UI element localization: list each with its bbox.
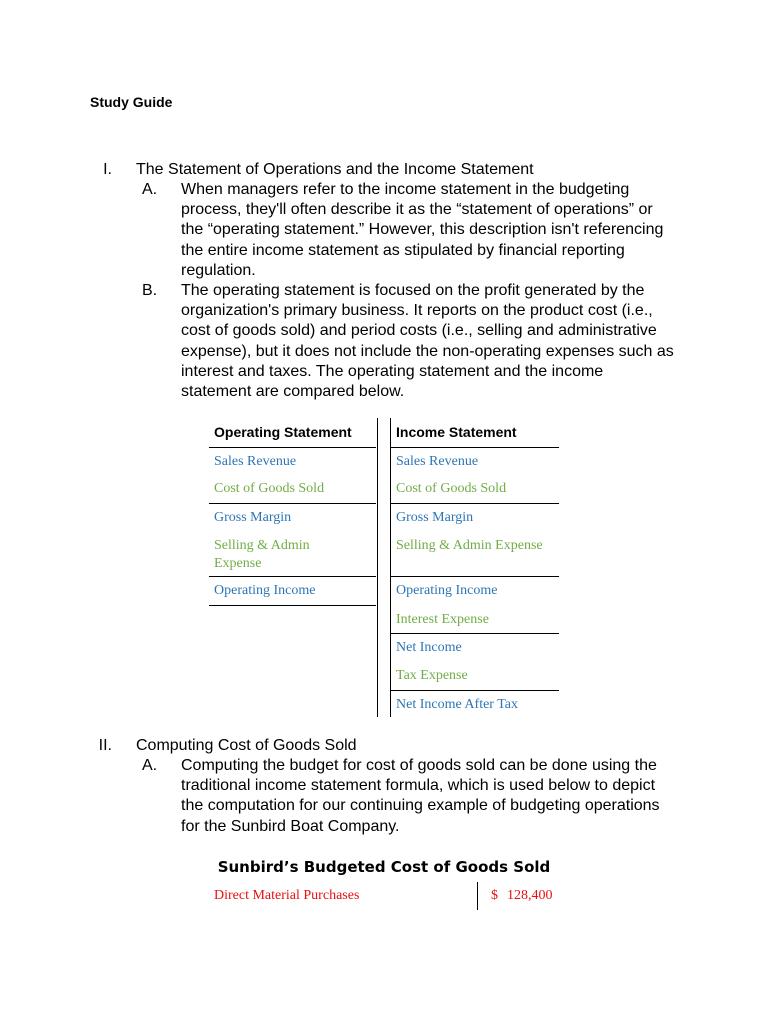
document-title: Study Guide [90, 94, 173, 110]
section-1-item-a-text: When managers refer to the income statement in the budgeting process, they'll often describe it as the “statement of operations” or the “operating statement.” However, this description isn't referencing the entire income statement as stipulated by financial reporting regulation. [181, 181, 664, 279]
income-row: Tax Expense [396, 668, 468, 683]
section-1-title: The Statement of Operations and the Income Statement [136, 161, 534, 178]
operating-row: Gross Margin [214, 510, 292, 525]
table-rule [209, 576, 376, 577]
income-row: Sales Revenue [396, 454, 479, 469]
operating-row: Operating Income [214, 583, 316, 598]
operating-statement-header: Operating Statement [214, 424, 352, 440]
table-rule [391, 447, 559, 448]
table-rule [391, 503, 559, 504]
table-rule [209, 447, 376, 448]
table-rule [391, 576, 559, 577]
section-1-item-b-letter: B. [142, 282, 158, 299]
income-row: Gross Margin [396, 510, 474, 525]
section-2-number: II. [98, 737, 112, 754]
operating-row: Sales Revenue [214, 454, 297, 469]
operating-row: Selling & Admin Expense [214, 538, 310, 571]
table-rule [391, 690, 559, 691]
income-row: Net Income [396, 640, 462, 655]
section-2-title: Computing Cost of Goods Sold [136, 737, 357, 754]
section-2-item-a-text: Computing the budget for cost of goods sold can be done using the traditional income statement formula, which is used below to depict the computation for our continuing example of budgeting operations for the Sunbird Boat Company. [181, 757, 660, 835]
income-statement-header: Income Statement [396, 424, 517, 440]
column-divider [377, 418, 378, 717]
income-row: Cost of Goods Sold [396, 481, 507, 496]
section-1-number: I. [103, 161, 112, 178]
table-rule [209, 503, 376, 504]
table-rule [209, 605, 376, 606]
column-divider [390, 418, 391, 717]
operating-row: Cost of Goods Sold [214, 481, 325, 496]
income-row: Interest Expense [396, 612, 489, 627]
cogs-row-currency: $ [491, 888, 498, 903]
cogs-column-divider [477, 882, 478, 910]
income-row: Selling & Admin Expense [396, 538, 543, 553]
cogs-row-label: Direct Material Purchases [214, 888, 360, 903]
table-rule [391, 633, 559, 634]
income-row: Net Income After Tax [396, 697, 518, 712]
section-1-item-a-letter: A. [142, 181, 158, 198]
cogs-row-value: 128,400 [507, 888, 553, 903]
cogs-table-title: Sunbird’s Budgeted Cost of Goods Sold [217, 858, 551, 876]
section-1-item-b-text: The operating statement is focused on the profit generated by the organization's primary business. It reports on the product cost (i.e., cost of goods sold) and period costs (i.e., selling and administrative expense), but it does not include the non-operating expenses such as interest and taxes. The operating statement and the income statement are compared below. [181, 282, 674, 401]
income-row: Operating Income [396, 583, 498, 598]
section-2-item-a-letter: A. [142, 757, 158, 774]
